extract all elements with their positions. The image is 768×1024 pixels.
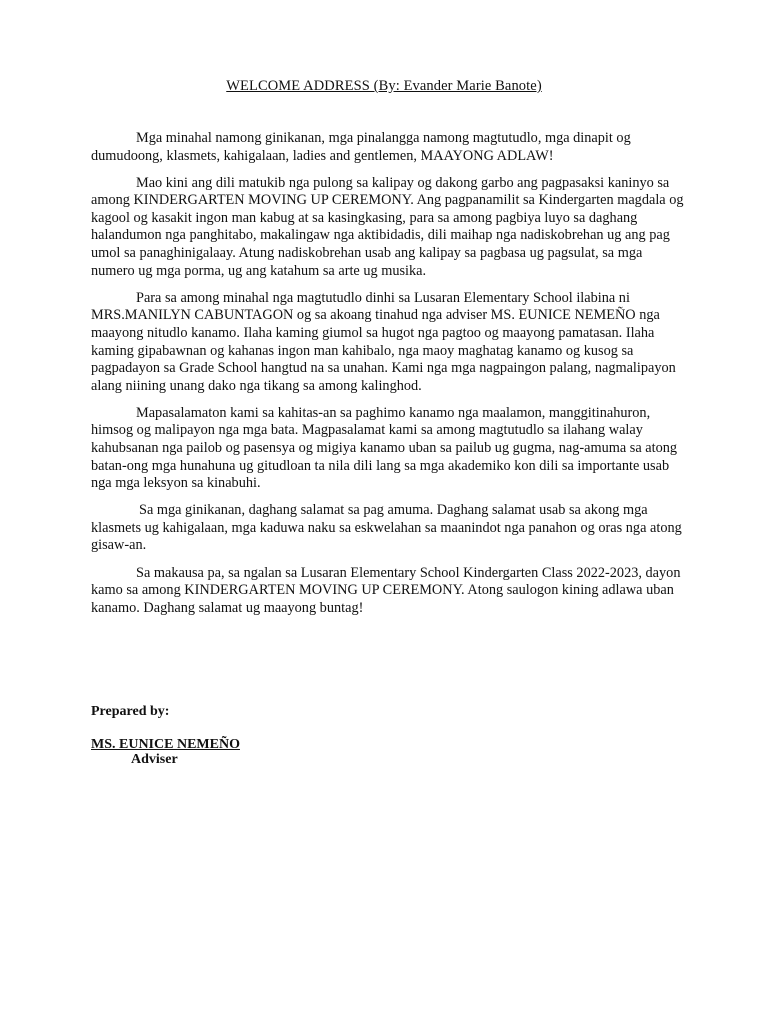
signer-name: MS. EUNICE NEMEÑO [91, 737, 240, 752]
paragraph-parents: Sa mga ginikanan, daghang salamat sa pag amuma. Daghang salamat usab sa akong mga klasmets ug kahigalaan, mga kaduwa naku sa eskwelahan sa maanindot nga panahon og oras nga atong gisaw-an. [91, 502, 682, 554]
paragraph-closing: Sa makausa pa, sa ngalan sa Lusaran Elementary School Kindergarten Class 2022-2023, dayon kamo sa among KINDERGARTEN MOVING UP CEREMONY. Atong saulogon kining adlawa uban kanamo. Daghang salamat ug maayong buntag! [91, 564, 681, 616]
paragraph-intro: Mao kini ang dili matukib nga pulong sa kalipay og dakong garbo ang pagpasaksi kaninyo sa among KINDERGARTEN MOVING UP CEREMONY. Ang pagpanamilit sa Kindergarten magdala og kagool og kasakit ingon man kabug at sa kasingkasing, para sa among pagbiya luyo sa daghang halandumon nga panghitabo, makalingaw nga aktibidadis, dili maihap nga nadiskobrehan ug ang pag umol sa panaghinigalaay. Atung nadiskobrehan usab ang kalipay sa pagbasa ug pagsulat, sa mga numero ug mga porma, ug ang katahum sa arte ug musika. [91, 174, 684, 279]
paragraph-teachers: Para sa among minahal nga magtutudlo dinhi sa Lusaran Elementary School ilabina ni MRS.MANILYN CABUNTAGON og sa akoang tinahud nga adviser MS. EUNICE NEMEÑO nga maayong nitudlo kanamo. Ilaha kaming giumol sa hugot nga pagtoo og maayong pamatasan. Ilaha kaming gipabawnan og kahanas ingon man kahibalo, nga maoy maghatag kanamo og kusog sa pagpadayon sa Grade School hangtud na sa unahan. Kami nga mga nagpaingon palang, nagmalipayon alang niining unang dako nga tikang sa among kalinghod. [91, 289, 676, 394]
document-body [91, 130, 689, 627]
signer-role: Adviser [131, 752, 178, 767]
document-title: WELCOME ADDRESS (By: Evander Marie Banote) [226, 78, 542, 94]
prepared-by-label: Prepared by: [91, 704, 170, 719]
paragraph-thanks: Mapasalamaton kami sa kahitas-an sa paghimo kanamo nga maalamon, manggitinahuron, himsog og malipayon nga mga bata. Magpasalamat kami sa among magtutudlo sa ilahang walay kahubsanan nga pailob og pasensya og migiya kanamo uban sa pailub ug gugma, nag-amuma sa atong batan-ong mga hunahuna ug gitudloan ta nila dili lang sa mga akademiko kon dili sa importante usab nga mga leksyon sa kinabuhi. [91, 404, 678, 492]
paragraph-greeting: Mga minahal namong ginikanan, mga pinalangga namong magtutudlo, mga dinapit og dumudoong, klasmets, kahigalaan, ladies and gentlemen, MAAYONG ADLAW! [91, 130, 631, 164]
